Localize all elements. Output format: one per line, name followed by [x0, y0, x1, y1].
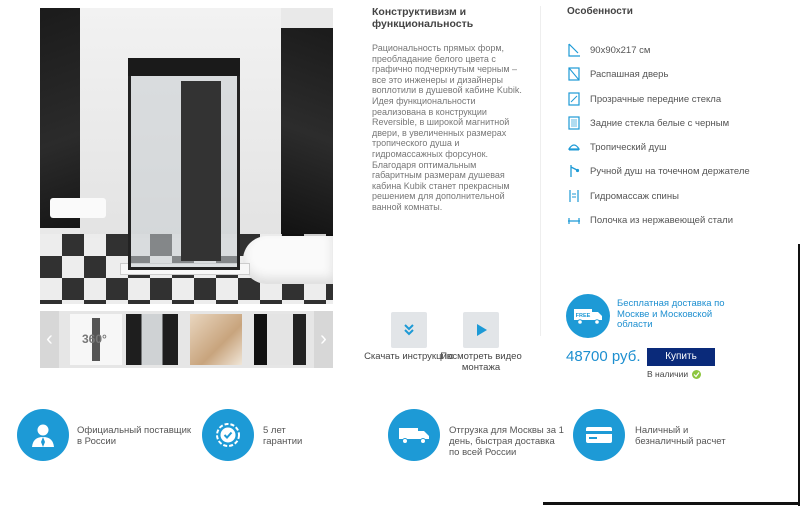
feature-text: Тропический душ — [590, 141, 667, 153]
feature-text: 90x90x217 см — [590, 44, 651, 56]
benefit-text: Официальный поставщик в России — [77, 425, 192, 447]
benefit-text: Отгрузка для Москвы за 1 день, быстрая доставка по всей России — [449, 425, 564, 458]
delivery-text: Бесплатная доставка по Москве и Московской области — [617, 298, 725, 330]
feature-text: Задние стекла белые с черным — [590, 117, 730, 129]
benefit-text: 5 лет гарантии — [263, 425, 303, 447]
feature-item — [566, 42, 650, 58]
feature-text: Гидромассаж спины — [590, 190, 679, 202]
thumbnail-prev-arrow[interactable]: ‹ — [40, 311, 59, 368]
column-divider — [540, 6, 541, 336]
back-glass-icon — [566, 116, 582, 130]
in-stock-check-icon — [692, 370, 701, 379]
feature-text: Прозрачные передние стекла — [590, 93, 722, 105]
dimensions-icon — [566, 43, 582, 57]
shelf-icon — [566, 213, 582, 227]
rain-shower-icon — [566, 140, 582, 154]
frame-edge-bottom — [543, 502, 800, 505]
watch-video-button[interactable] — [463, 312, 499, 348]
feature-item — [566, 139, 667, 155]
benefit-text: Наличный и безналичный расчет — [635, 425, 726, 447]
feature-text: Полочка из нержавеющей стали — [590, 214, 734, 226]
frame-edge-right — [798, 244, 800, 506]
thumbnail-360-label: 360° — [82, 332, 107, 346]
photo-bathtub — [243, 236, 333, 284]
description-text: Рациональность прямых форм, преобладание белого цвета с графично подчеркнутым черным – все это инженеры и дизайнеры воплотили в душевой кабине Kubik. Идея функциональности реализована в конструкции Reversible, в широкой магнитной двери, в увеличенных размерах тропического душа и гидромассажных форсунок. Благодаря оптимальным габаритным размерам душевая кабина Kubik станет прекрасным решением для дополнительной ванной комнаты. — [372, 43, 522, 212]
credit-card-icon — [573, 409, 625, 461]
play-icon — [474, 323, 488, 337]
feature-item — [566, 115, 729, 131]
stock-status — [647, 369, 701, 379]
thumbnail-image-3[interactable] — [254, 314, 306, 365]
feature-text: Распашная дверь — [590, 68, 669, 80]
truck-icon — [388, 409, 440, 461]
product-price: 48700 руб. — [566, 348, 641, 365]
swing-door-icon — [566, 67, 582, 81]
thumbnail-image-1[interactable] — [126, 314, 178, 365]
feature-item — [566, 163, 750, 179]
hydromassage-icon — [566, 189, 582, 203]
thumbnail-next-arrow[interactable]: › — [314, 311, 333, 368]
user-icon — [17, 409, 69, 461]
features-title: Особенности — [567, 6, 633, 17]
feature-item — [566, 91, 721, 107]
buy-button[interactable]: Купить — [647, 348, 715, 366]
watch-video-action[interactable] — [436, 312, 526, 373]
front-glass-icon — [566, 92, 582, 106]
feature-item — [566, 66, 668, 82]
cabin-top — [128, 58, 240, 76]
photo-shower-cabin — [128, 58, 240, 270]
delivery-truck-icon — [566, 294, 610, 338]
warranty-badge-icon — [202, 409, 254, 461]
thumbnail-360-view[interactable] — [70, 314, 122, 365]
feature-text: Ручной душ на точечном держателе — [590, 165, 750, 177]
delivery-free-badge: FREE — [575, 313, 591, 319]
cabin-back-panel — [181, 81, 221, 261]
download-instruction-button[interactable] — [391, 312, 427, 348]
watch-video-label[interactable]: Посмотреть видео монтажа — [440, 351, 522, 373]
product-main-image[interactable] — [40, 8, 333, 304]
feature-item — [566, 212, 733, 228]
thumbnail-strip — [40, 311, 333, 368]
photo-sink — [50, 198, 106, 218]
thumbnail-image-2[interactable] — [190, 314, 242, 365]
photo-dark-wall-right — [281, 28, 333, 238]
hand-shower-icon — [566, 164, 582, 178]
description-title: Конструктивизм и функциональность — [372, 6, 474, 30]
stock-status-label: В наличии — [647, 369, 689, 379]
photo-dark-wall-left — [40, 8, 80, 228]
feature-item — [566, 188, 679, 204]
download-instruction-label[interactable]: Скачать инструкцию — [364, 351, 454, 362]
download-chevrons-icon — [402, 323, 416, 337]
